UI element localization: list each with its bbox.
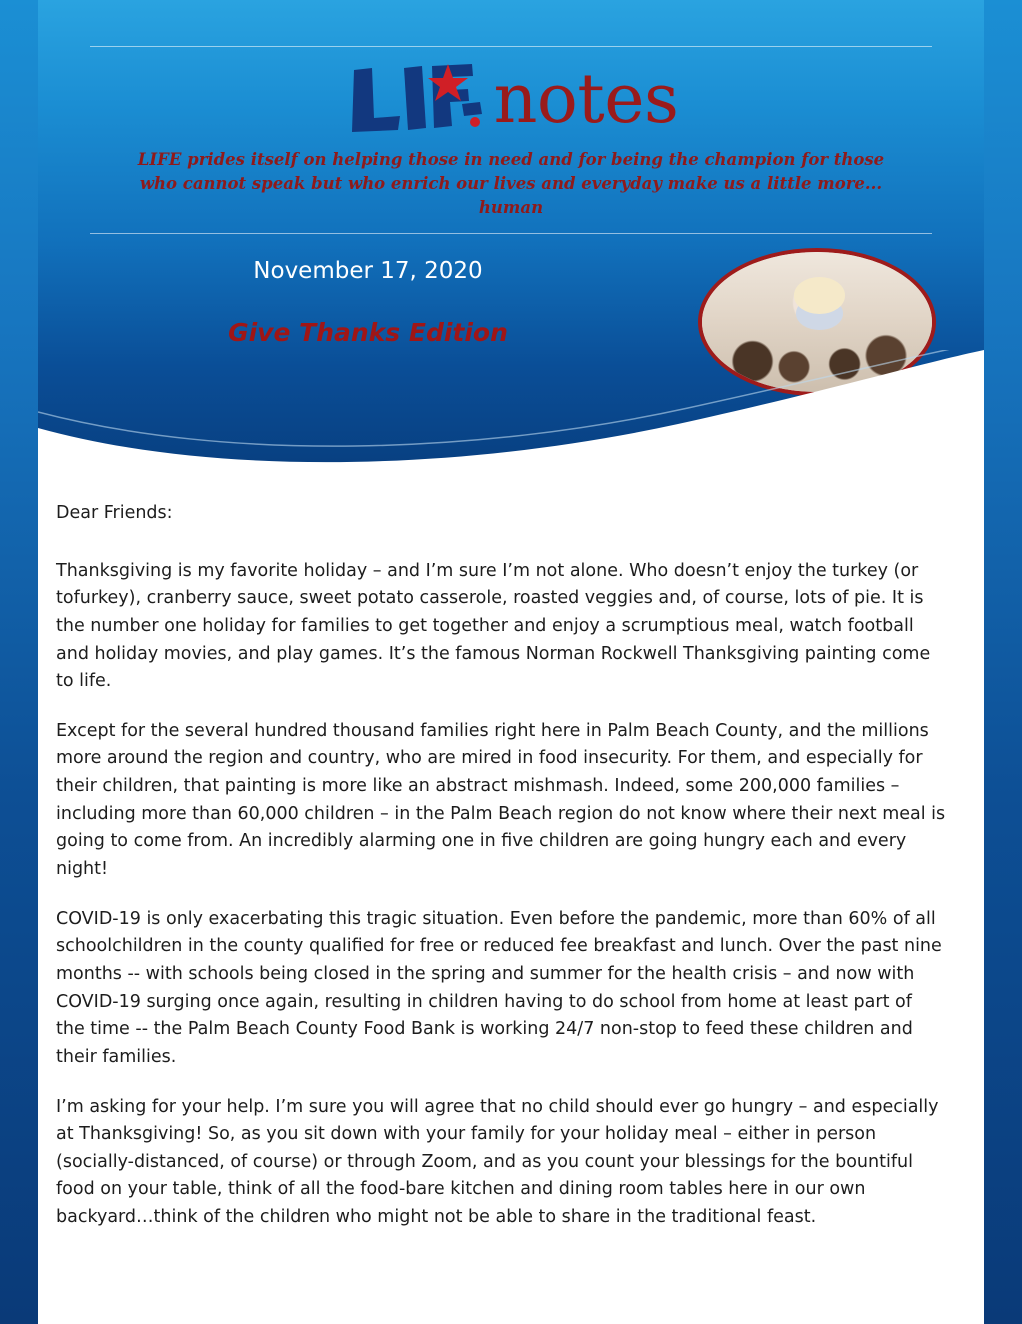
masthead-bottom-divider bbox=[90, 233, 932, 234]
letter-salutation: Dear Friends: bbox=[56, 503, 173, 523]
issue-edition-title: Give Thanks Edition bbox=[228, 318, 508, 347]
masthead-top-divider bbox=[90, 46, 932, 47]
masthead-title: notes bbox=[493, 60, 679, 139]
letter-paragraph: Except for the several hundred thousand families right here in Palm Beach County, and the millions more around the region and country, who are mired in food insecurity. For them, and especially for their children, that painting is more like an abstract mishmash. Indeed, some 200,000 families – including more than 60,000 children – in the Palm Beach region do not know where their next meal is going to come from. An incredibly alarming one in five children are going hungry each and every night! bbox=[56, 720, 946, 880]
letter-paragraph: Thanksgiving is my favorite holiday – and I’m sure I’m not alone. Who doesn’t enjoy the turkey (or tofurkey), cranberry sauce, sweet potato casserole, roasted veggies and, of course, lots of pie. It is the number one holiday for families to get together and enjoy a scrumptious meal, watch football and holiday movies, and play games. It’s the famous Norman Rockwell Thanksgiving painting come to life. bbox=[56, 560, 931, 692]
life-logo-icon bbox=[344, 60, 484, 140]
left-edge-bar bbox=[0, 0, 38, 1324]
logo-row bbox=[38, 54, 984, 146]
right-edge-bar bbox=[984, 0, 1022, 1324]
letter-body bbox=[56, 500, 946, 1232]
issue-date: November 17, 2020 bbox=[253, 258, 483, 284]
letter-paragraph: COVID-19 is only exacerbating this tragic situation. Even before the pandemic, more than 60% of all schoolchildren in the county qualified for free or reduced fee breakfast and lunch. Over the past nine months -- with schools being closed in the spring and summer for the health crisis – and now with COVID-19 surging once again, resulting in children having to do school from home at least part of the time -- the Palm Beach County Food Bank is working 24/7 non-stop to feed these children and their families. bbox=[56, 908, 942, 1067]
masthead-tagline: LIFE prides itself on helping those in need and for being the champion for those who cannot speak but who enrich our lives and everyday make us a little more... human bbox=[137, 150, 885, 217]
letter-paragraph: I’m asking for your help. I’m sure you will agree that no child should ever go hungry – and especially at Thanksgiving! So, as you sit down with your family for your holiday meal – either in person (socially-distanced, of course) or through Zoom, and as you count your blessings for the bountiful food on your table, think of all the food-bare kitchen and dining room tables here in our own backyard…think of the children who might not be able to share in the traditional feast. bbox=[56, 1096, 939, 1228]
masthead-banner bbox=[38, 0, 984, 470]
masthead-swoosh-decoration bbox=[38, 350, 984, 470]
